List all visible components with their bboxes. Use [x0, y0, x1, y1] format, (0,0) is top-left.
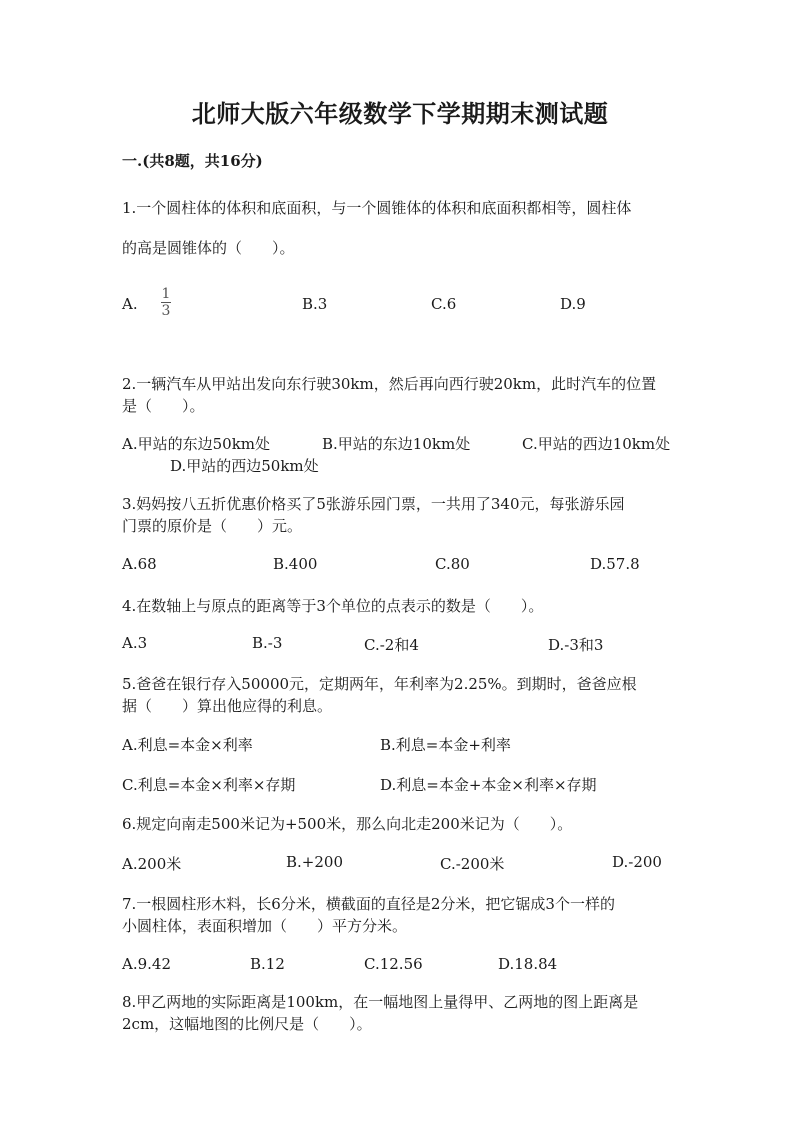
- question-3-line-1: 3.妈妈按八五折优惠价格买了5张游乐园门票，一共用了340元，每张游乐园: [122, 495, 625, 513]
- question-4-option-d: D.-3和3: [548, 636, 604, 654]
- question-5-line-1: 5.爸爸在银行存入50000元，定期两年，年利率为2.25%。到期时，爸爸应根: [122, 675, 637, 693]
- question-1-option-a-fraction: [161, 287, 171, 318]
- question-8: [122, 991, 682, 1035]
- question-6: [122, 813, 682, 835]
- question-1-option-d: D.9: [560, 295, 586, 313]
- question-6-line-1: 6.规定向南走500米记为+500米，那么向北走200米记为（ ）。: [122, 815, 573, 833]
- question-6-option-a: A.200米: [122, 855, 182, 873]
- question-3-line-2: 门票的原价是（ ）元。: [122, 517, 303, 535]
- question-7-option-d: D.18.84: [498, 955, 558, 973]
- question-3-option-d: D.57.8: [590, 555, 640, 573]
- question-2-option-d: D.甲站的西边50km处: [170, 457, 319, 475]
- question-4-line-1: 4.在数轴上与原点的距离等于3个单位的点表示的数是（ ）。: [122, 597, 544, 615]
- question-5-line-2: 据（ ）算出他应得的利息。: [122, 697, 333, 715]
- question-5-option-c: C.利息=本金×利率×存期: [122, 776, 296, 794]
- question-1-option-a: A.: [122, 295, 138, 313]
- question-4-option-c: C.-2和4: [364, 636, 419, 654]
- question-3-option-b: B.400: [273, 555, 318, 573]
- question-1-option-c: C.6: [431, 295, 457, 313]
- question-7-line-2: 小圆柱体，表面积增加（ ）平方分米。: [122, 917, 408, 935]
- question-1-line-1: 1.一个圆柱体的体积和底面积，与一个圆锥体的体积和底面积都相等，圆柱体: [122, 199, 632, 217]
- question-4: [122, 595, 682, 617]
- fraction-denominator: 3: [161, 303, 171, 319]
- question-1-option-b: B.3: [302, 295, 328, 313]
- question-3-option-a: A.68: [122, 555, 157, 573]
- question-1: [122, 188, 682, 268]
- question-7: [122, 893, 682, 937]
- question-5-option-b: B.利息=本金+利率: [380, 736, 511, 754]
- question-2-option-a: A.甲站的东边50km处: [122, 435, 271, 453]
- question-1-line-2: 的高是圆锥体的（ ）。: [122, 239, 295, 257]
- question-2-option-b: B.甲站的东边10km处: [322, 435, 471, 453]
- question-3-option-c: C.80: [435, 555, 470, 573]
- fraction-numerator: 1: [161, 286, 171, 302]
- question-4-option-a: A.3: [122, 634, 148, 652]
- question-8-line-2: 2cm，这幅地图的比例尺是（ ）。: [122, 1015, 372, 1033]
- question-5: [122, 673, 682, 717]
- question-5-option-a: A.利息=本金×利率: [122, 736, 253, 754]
- question-2-line-2: 是（ ）。: [122, 397, 205, 415]
- question-7-option-c: C.12.56: [364, 955, 423, 973]
- question-2: [122, 373, 682, 417]
- question-6-option-b: B.+200: [286, 853, 343, 871]
- question-7-option-a: A.9.42: [122, 955, 171, 973]
- question-2-option-c: C.甲站的西边10km处: [522, 435, 671, 453]
- question-8-line-1: 8.甲乙两地的实际距离是100km，在一幅地图上量得甲、乙两地的图上距离是: [122, 993, 639, 1011]
- question-3: [122, 493, 682, 537]
- question-6-option-c: C.-200米: [440, 855, 505, 873]
- question-5-option-d: D.利息=本金+本金×利率×存期: [380, 776, 597, 794]
- question-2-line-1: 2.一辆汽车从甲站出发向东行驶30km，然后再向西行驶20km，此时汽车的位置: [122, 375, 657, 393]
- page-title: 北师大版六年级数学下学期期末测试题: [191, 99, 609, 128]
- question-7-line-1: 7.一根圆柱形木料，长6分米，横截面的直径是2分米，把它锯成3个一样的: [122, 895, 615, 913]
- question-7-option-b: B.12: [250, 955, 285, 973]
- question-4-option-b: B.-3: [252, 634, 283, 652]
- section-heading: 一.(共8题，共16分): [122, 152, 263, 170]
- question-6-option-d: D.-200: [612, 853, 662, 871]
